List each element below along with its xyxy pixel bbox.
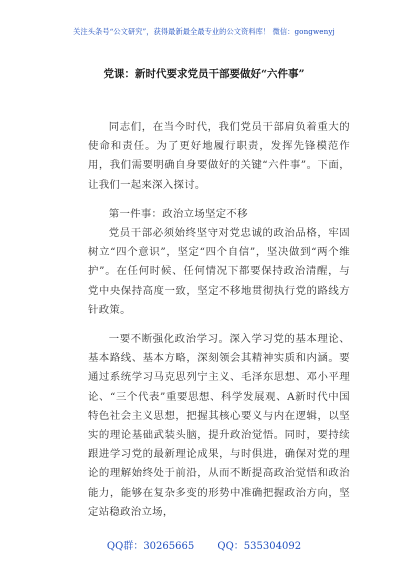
footer-qq-number: QQ：535304092 <box>217 541 302 552</box>
footer-qq-group: QQ群：30265665 <box>106 541 195 552</box>
intro-paragraph: 同志们，在当今时代，我们党员干部肩负着重大的使命和责任。为了更好地履行职责，发挥先锋模范作用，我们需要明确自身要做好的关键“六件事”。下面，让我们一起来深入探讨。 <box>88 121 350 191</box>
paragraph-gap <box>88 320 350 330</box>
header-promo-note: 关注头条号“公文研究”，获得最新最全最专业的公文资料库！ 微信：gongwenyj <box>73 27 335 36</box>
paragraph-gap <box>88 195 350 205</box>
section-heading: 第一件事：政治立场坚定不移 <box>108 207 248 220</box>
section-paragraph: 党员干部必须始终坚守对党忠诚的政治品格，牢固树立“四个意识”，坚定“四个自信”，坚决做到“两个维护”。在任何时候、任何情况下都要保持政治清醒，与党中央保持高度一致，坚定不移地贯彻执行党的路线方针政策。 <box>88 227 350 316</box>
study-paragraph: 一要不断强化政治学习。深入学习党的基本理论、基本路线、基本方略，深刻领会其精神实质和内涵。要通过系统学习马克思列宁主义、毛泽东思想、邓小平理论、“三个代表”重要思想、科学发展观、A新时代中国特色社会主义思想，把握其核心要义与内在逻辑，以坚实的理论基础武装头脑，提升政治觉悟。同时，要持续跟进学习党的最新理论成果，与时俱进，确保对党的理论的理解始终处于前沿，从而不断提高政治觉悟和政治能力，能够在复杂多变的形势中准确把握政治方向，坚定站稳政治立场， <box>88 333 350 518</box>
document-title: 党课：新时代要求党员干部要做好“六件事” <box>103 68 305 80</box>
footer-contact <box>0 537 408 552</box>
document-body <box>88 118 350 522</box>
